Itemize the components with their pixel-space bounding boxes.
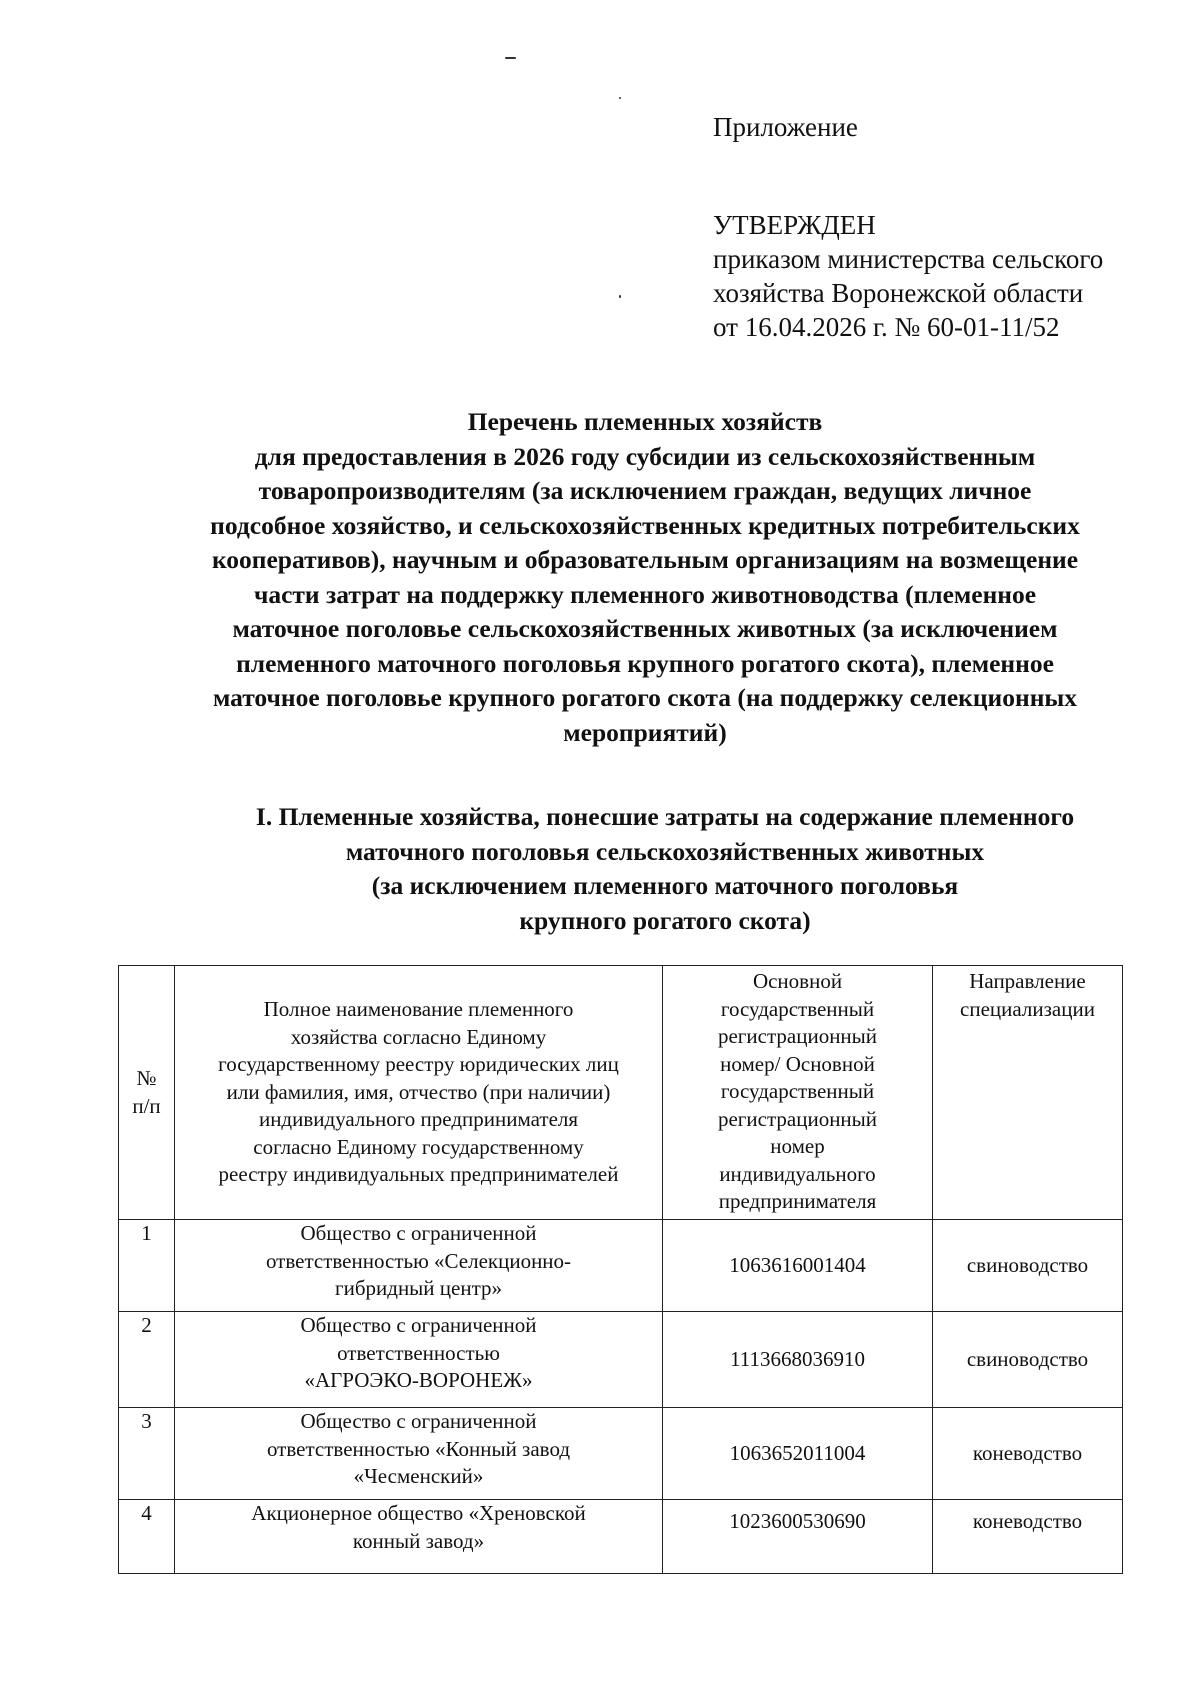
row-name — [175, 1220, 663, 1312]
section-title — [200, 800, 1130, 938]
section-title-line: маточного поголовья сельскохозяйственных животных — [345, 836, 985, 866]
header-text: согласно Единому государственному — [253, 1134, 584, 1159]
table-row — [119, 1220, 1123, 1312]
scan-speck — [619, 295, 621, 298]
title-line: племенного маточного поголовья крупного рогатого скота), племенное — [236, 648, 1054, 678]
header-text: регистрационный — [717, 1106, 878, 1131]
header-text: № — [136, 1066, 157, 1090]
header-text: хозяйства согласно Единому — [290, 1024, 547, 1049]
row-name-line: «АГРОЭКО-ВОРОНЕЖ» — [304, 1368, 533, 1392]
header-text: Основной — [752, 969, 843, 993]
row-name-line: ответственностью «Селекционно- — [265, 1248, 572, 1273]
header-text: п/п — [132, 1093, 161, 1118]
header-full-name — [175, 966, 663, 1220]
title-line: маточное поголовье сельскохозяйственных животных (за исключением — [232, 614, 1058, 643]
header-text: номер/ Основной — [720, 1051, 875, 1076]
row-name-line: Общество с ограниченной — [300, 1221, 537, 1245]
section-title-line: крупного рогатого скота) — [519, 905, 811, 935]
header-ogrn — [663, 966, 933, 1220]
row-name-line: конный завод» — [352, 1528, 485, 1553]
header-number — [119, 966, 175, 1220]
approval-stamp: УТВЕРЖДЕН — [713, 210, 876, 240]
document-title — [150, 405, 1140, 750]
header-text: реестру индивидуальных предпринимателей — [218, 1162, 619, 1187]
scan-speck — [619, 97, 621, 99]
title-line: мероприятий) — [563, 717, 727, 747]
row-name — [175, 1312, 663, 1408]
row-ogrn: 1063616001404 — [663, 1220, 933, 1312]
header-text: номер — [770, 1134, 825, 1158]
row-number: 2 — [119, 1312, 175, 1408]
header-text: государственному реестру юридических лиц — [218, 1052, 619, 1077]
title-line: товаропроизводителям (за исключением граждан, ведущих личное — [258, 476, 1032, 505]
row-name-line: ответственностью «Конный завод — [266, 1436, 571, 1461]
row-specialization: коневодство — [933, 1408, 1123, 1500]
row-specialization: коневодство — [933, 1500, 1123, 1574]
header-text: индивидуального — [719, 1161, 876, 1186]
row-ogrn: 1063652011004 — [663, 1408, 933, 1500]
row-ogrn: 1113668036910 — [663, 1312, 933, 1408]
header-text: регистрационный — [717, 1024, 878, 1048]
appendix-label: Приложение — [713, 112, 858, 142]
row-name-line: ответственностью — [337, 1340, 500, 1365]
row-name — [175, 1408, 663, 1500]
title-line: для предоставления в 2026 году субсидии из сельскохозяйственным — [254, 441, 1036, 471]
scan-speck — [505, 57, 516, 59]
section-title-line: (за исключением племенного маточного поголовья — [371, 871, 959, 900]
header-text: или фамилия, имя, отчество (при наличии) — [226, 1079, 611, 1104]
title-line: подсобное хозяйство, и сельскохозяйственных кредитных потребительских — [210, 510, 1080, 540]
title-line: маточное поголовье крупного рогатого скота (на поддержку селекционных — [212, 683, 1078, 712]
table-row — [119, 1312, 1123, 1408]
approval-line: приказом министерства сельского — [713, 244, 1104, 274]
row-name-line: «Чесменский» — [353, 1464, 484, 1488]
row-ogrn: 1023600530690 — [663, 1500, 933, 1574]
row-specialization: свиноводство — [933, 1220, 1123, 1312]
row-name-line: гибридный центр» — [334, 1276, 503, 1300]
title-line: Перечень племенных хозяйств — [467, 407, 823, 436]
approval-line: от 16.04.2026 г. № 60-01-11/52 — [713, 312, 1060, 342]
row-name-line: Акционерное общество «Хреновской — [251, 1501, 586, 1525]
header-text: Направление — [969, 969, 1086, 993]
title-line: части затрат на поддержку племенного животноводства (племенное — [253, 579, 1037, 609]
row-name — [175, 1500, 663, 1574]
table-row — [119, 1408, 1123, 1500]
header-text: предпринимателя — [718, 1189, 877, 1213]
row-name-line: Общество с ограниченной — [300, 1409, 537, 1433]
header-text: специализации — [960, 996, 1095, 1021]
row-number: 1 — [119, 1220, 175, 1312]
section-title-line: I. Племенные хозяйства, понесшие затраты на содержание племенного — [255, 802, 1075, 831]
header-specialization — [933, 966, 1123, 1220]
header-text: Полное наименование племенного — [263, 997, 574, 1022]
row-specialization: свиноводство — [933, 1312, 1123, 1408]
header-text: государственный — [720, 996, 875, 1021]
approval-block — [713, 208, 1103, 344]
row-number: 4 — [119, 1500, 175, 1574]
row-number: 3 — [119, 1408, 175, 1500]
approval-line: хозяйства Воронежской области — [713, 278, 1084, 308]
table-row — [119, 1500, 1123, 1574]
header-text: индивидуального предпринимателя — [258, 1107, 579, 1132]
table-header-row — [119, 966, 1123, 1220]
title-line: кооперативов), научным и образовательным организациям на возмещение — [211, 545, 1079, 574]
row-name-line: Общество с ограниченной — [300, 1313, 537, 1337]
breeding-farms-table — [118, 965, 1123, 1574]
header-text: государственный — [720, 1079, 875, 1103]
